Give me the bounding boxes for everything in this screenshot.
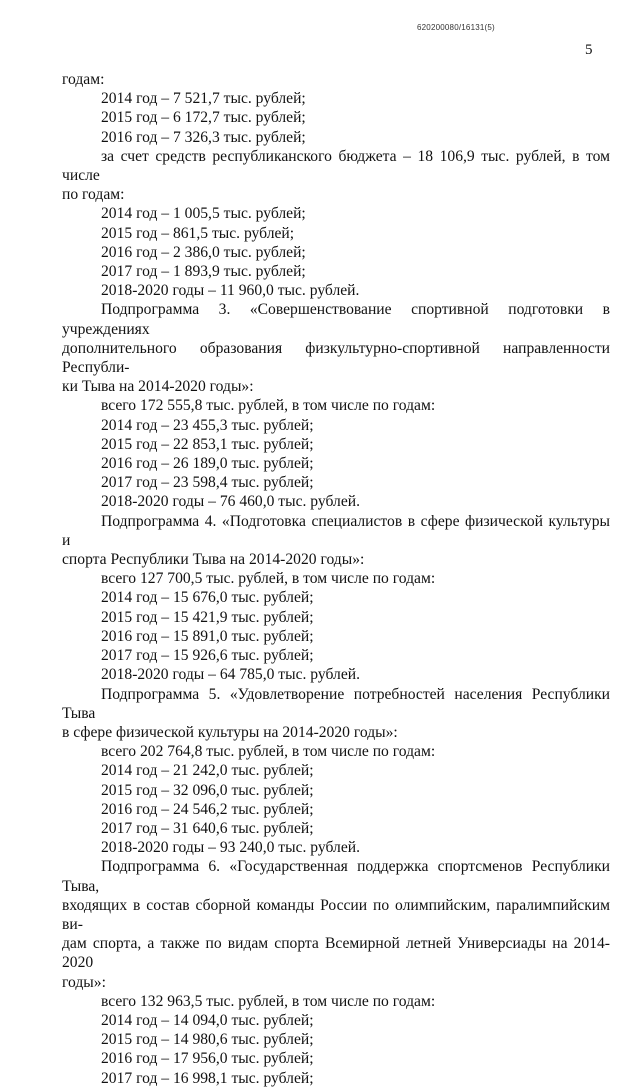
- text-line: 2016 год – 24 546,2 тыс. рублей;: [101, 800, 314, 818]
- text-line: 2018-2020 годы – 76 460,0 тыс. рублей.: [101, 493, 360, 511]
- text-line: 2015 год – 32 096,0 тыс. рублей;: [101, 781, 314, 799]
- text-line: всего 202 764,8 тыс. рублей, в том числе по годам:: [101, 743, 436, 761]
- text-line: 2015 год – 861,5 тыс. рублей;: [101, 224, 295, 242]
- text-line: 2018-2020 годы – 64 785,0 тыс. рублей.: [101, 666, 360, 684]
- text-line: в сфере физической культуры на 2014-2020 годы»:: [62, 723, 398, 741]
- text-line: всего 127 700,5 тыс. рублей, в том числе по годам:: [101, 570, 436, 588]
- text-line: 2015 год – 6 172,7 тыс. рублей;: [101, 109, 306, 127]
- subprogram-title: Подпрограмма 4. «Подготовка специалистов в сфере физической культуры и: [62, 512, 610, 549]
- text-line: 2016 год – 26 189,0 тыс. рублей;: [101, 455, 314, 473]
- text-line: 2014 год – 21 242,0 тыс. рублей;: [101, 762, 314, 780]
- subprogram-title: Подпрограмма 5. «Удовлетворение потребностей населения Республики Тыва: [62, 685, 610, 722]
- text-line: 2014 год – 23 455,3 тыс. рублей;: [101, 416, 314, 434]
- text-line: 2018-2020 годы – 93 240,0 тыс. рублей.: [101, 839, 360, 857]
- text-line: 2016 год – 17 956,0 тыс. рублей;: [101, 1050, 314, 1068]
- document-body: [62, 70, 610, 1088]
- text-line: всего 172 555,8 тыс. рублей, в том числе по годам:: [101, 397, 436, 415]
- text-line: 2017 год – 15 926,6 тыс. рублей;: [101, 647, 314, 665]
- text-line: 2018-2020 годы – 11 960,0 тыс. рублей.: [101, 282, 360, 300]
- document-id: 620200080/16131(5): [417, 23, 495, 32]
- text-line: 2016 год – 15 891,0 тыс. рублей;: [101, 627, 314, 645]
- text-line: 2016 год – 2 386,0 тыс. рублей;: [101, 243, 306, 261]
- text-line: 2014 год – 14 094,0 тыс. рублей;: [101, 1011, 314, 1029]
- text-line: всего 132 963,5 тыс. рублей, в том числе по годам:: [101, 992, 436, 1010]
- subprogram-title: Подпрограмма 3. «Совершенствование спортивной подготовки в учреждениях: [62, 301, 610, 338]
- text-line: 2015 год – 22 853,1 тыс. рублей;: [101, 435, 314, 453]
- text-line: 2014 год – 15 676,0 тыс. рублей;: [101, 589, 314, 607]
- text-line: 2016 год – 7 326,3 тыс. рублей;: [101, 128, 306, 146]
- subprogram-title: Подпрограмма 6. «Государственная поддержка спортсменов Республики Тыва,: [62, 858, 610, 895]
- text-line: по годам:: [62, 186, 125, 204]
- text-line: ки Тыва на 2014-2020 годы»:: [62, 378, 254, 396]
- text-line: дам спорта, а также по видам спорта Всемирной летней Универсиады на 2014-2020: [62, 935, 610, 972]
- text-line: годы»:: [62, 973, 106, 991]
- text-line: спорта Республики Тыва на 2014-2020 годы»:: [62, 551, 365, 569]
- page-number: 5: [585, 42, 593, 58]
- text-line: входящих в состав сборной команды России по олимпийским, паралимпийским ви-: [62, 896, 610, 933]
- text-line: 2014 год – 7 521,7 тыс. рублей;: [101, 90, 306, 108]
- text-line: дополнительного образования физкультурно-спортивной направленности Республи-: [62, 339, 610, 377]
- text-line: 2015 год – 15 421,9 тыс. рублей;: [101, 608, 314, 626]
- text-line: 2015 год – 14 980,6 тыс. рублей;: [101, 1031, 314, 1049]
- text-line: годам:: [62, 71, 105, 88]
- text-line: 2014 год – 1 005,5 тыс. рублей;: [101, 205, 306, 223]
- text-line: 2017 год – 16 998,1 тыс. рублей;: [101, 1069, 314, 1087]
- text-line: 2017 год – 1 893,9 тыс. рублей;: [101, 263, 306, 281]
- text-line: за счет средств республиканского бюджета – 18 106,9 тыс. рублей, в том числе: [62, 147, 610, 185]
- text-line: 2017 год – 23 598,4 тыс. рублей;: [101, 474, 314, 492]
- text-line: 2017 год – 31 640,6 тыс. рублей;: [101, 819, 314, 837]
